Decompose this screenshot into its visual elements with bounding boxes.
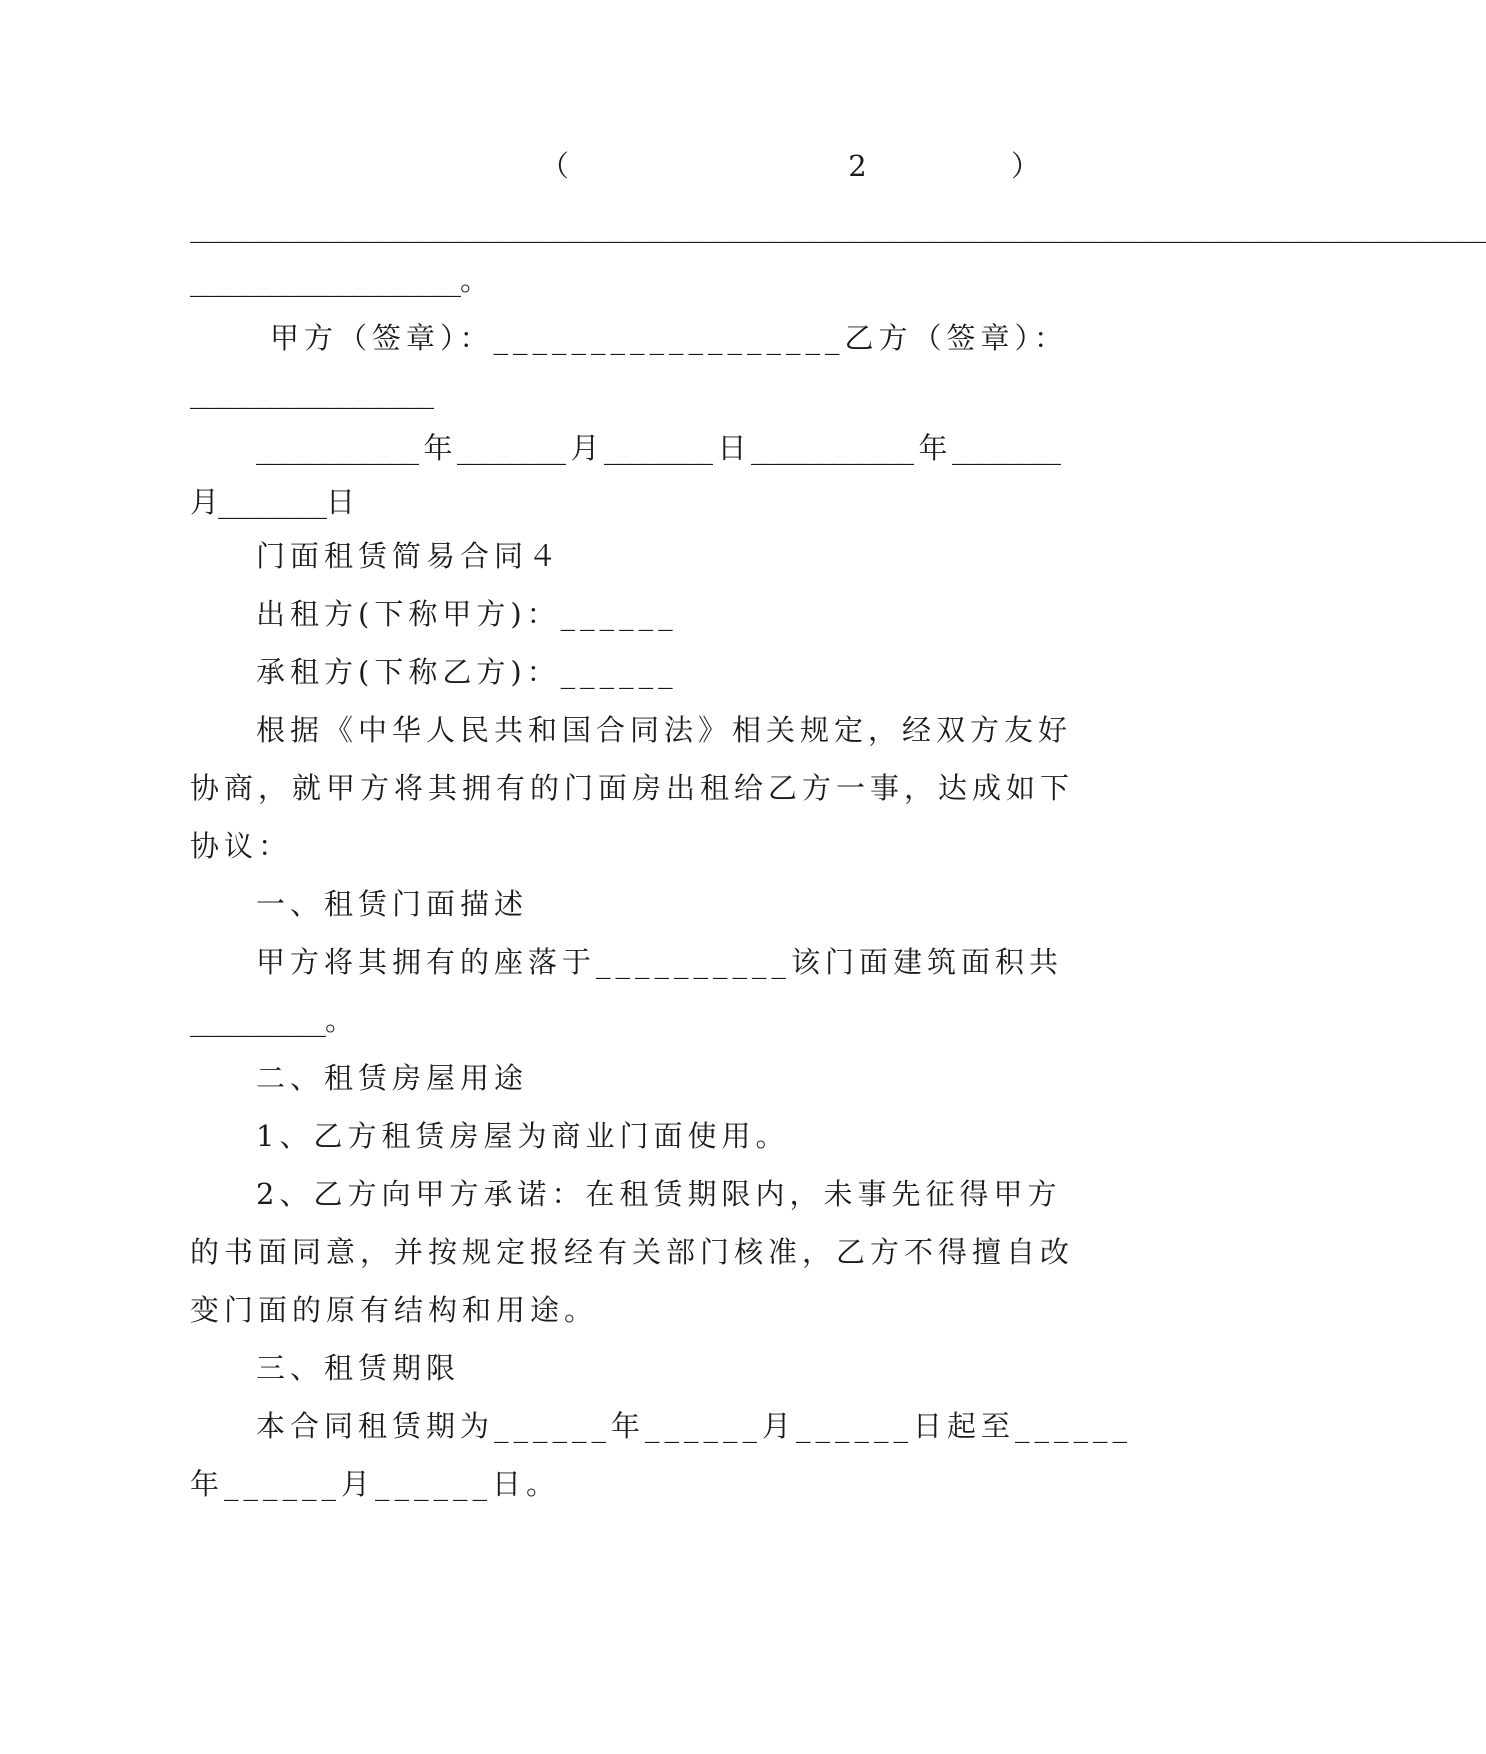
page-number-line: （ 2 ）	[540, 149, 1040, 183]
clause-line: 变门面的原有结构和用途。	[190, 1293, 599, 1327]
blank-line: ____________________。	[190, 263, 489, 297]
clause-line: 2、乙方向甲方承诺：在租赁期限内，未事先征得甲方	[256, 1177, 1062, 1211]
paragraph-line: 甲方将其拥有的座落于__________该门面建筑面积共	[256, 945, 1064, 979]
section-heading: 三、租赁期限	[256, 1351, 461, 1385]
paragraph-line: __________。	[190, 1003, 354, 1037]
lessor-line: 出租方(下称甲方)：______	[256, 597, 678, 631]
lessee-line: 承租方(下称乙方)：______	[256, 655, 678, 689]
section-heading: 二、租赁房屋用途	[256, 1061, 529, 1095]
signature-line: 甲方（签章）：__________________乙方（签章）：	[270, 321, 1069, 355]
clause-line: 1、乙方租赁房屋为商业门面使用。	[256, 1119, 790, 1153]
term-line: 本合同租赁期为______年______月______日起至______	[256, 1409, 1133, 1443]
blank-line: ________________________________________________________________________________________________	[190, 209, 1486, 243]
clause-line: 的书面同意，并按规定报经有关部门核准，乙方不得擅自改	[190, 1235, 1075, 1269]
section-heading: 一、租赁门面描述	[256, 887, 529, 921]
date-line: ____________年________月________日____________年________	[256, 431, 1060, 465]
paragraph-line: 协议：	[190, 829, 293, 863]
paragraph-line: 根据《中华人民共和国合同法》相关规定，经双方友好	[256, 713, 1073, 747]
contract-title: 门面租赁简易合同４	[256, 539, 563, 573]
signature-blank: __________________	[190, 375, 433, 409]
date-line-cont: 月________日	[190, 485, 355, 519]
term-line: 年______月______日。	[190, 1467, 561, 1501]
paragraph-line: 协商，就甲方将其拥有的门面房出租给乙方一事，达成如下	[190, 771, 1075, 805]
